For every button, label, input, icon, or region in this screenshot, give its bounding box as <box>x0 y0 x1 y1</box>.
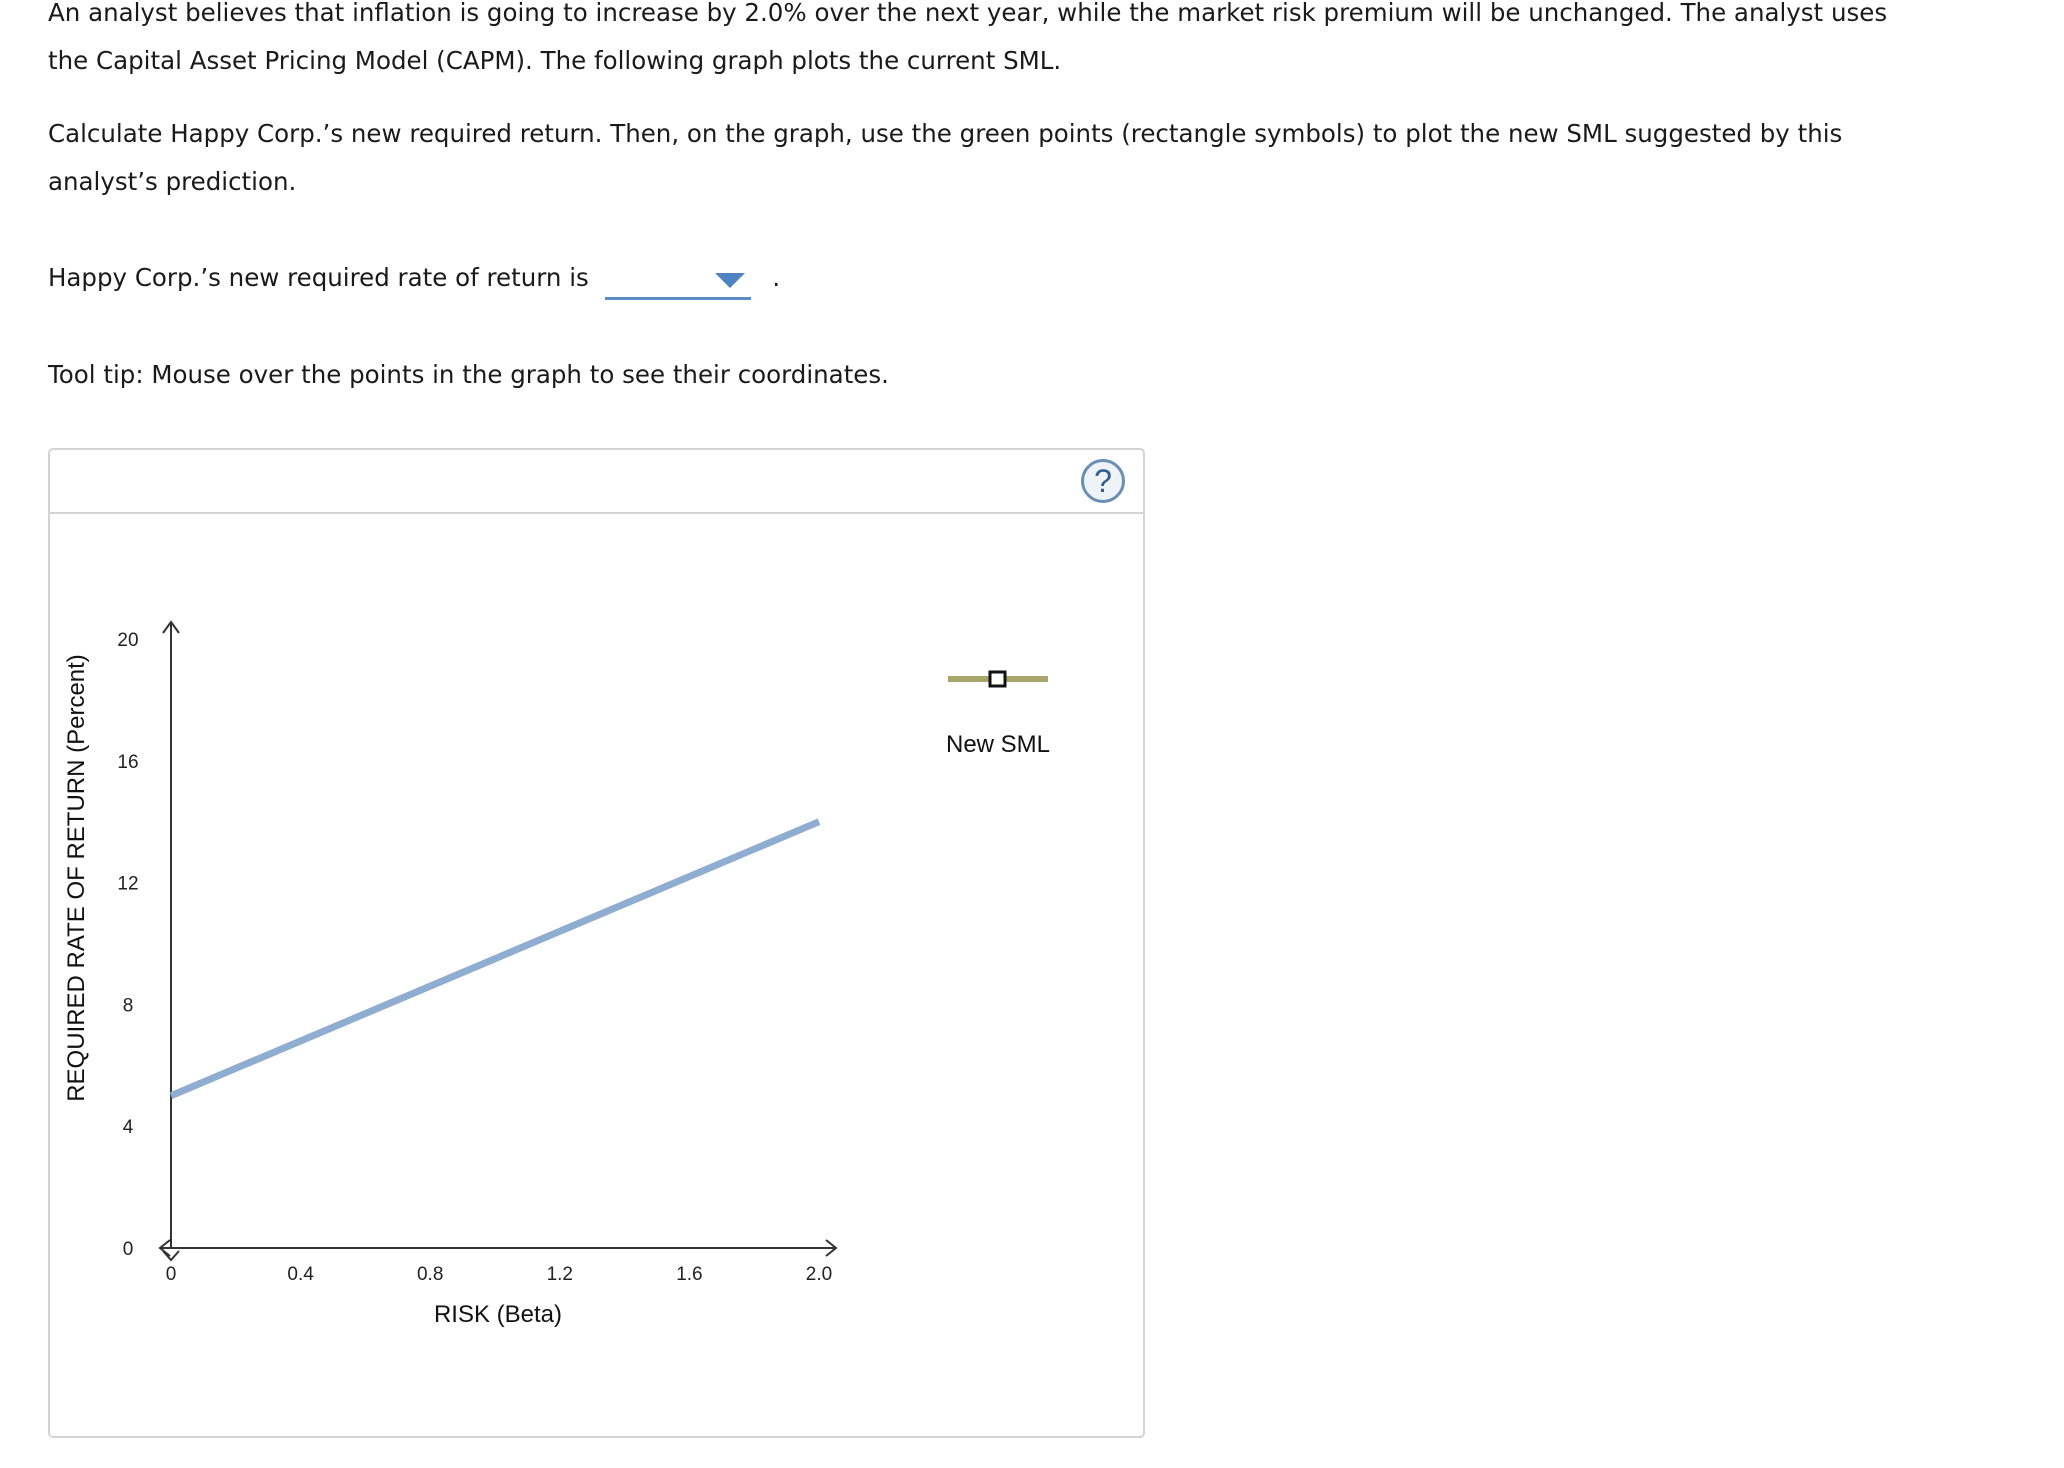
axes <box>160 622 836 1260</box>
x-tick-label: 1.2 <box>546 1264 574 1285</box>
y-tick-label: 4 <box>122 1117 134 1139</box>
chevron-down-icon[interactable] <box>715 273 745 288</box>
answer-line <box>48 254 780 302</box>
y-tick-label: 20 <box>117 630 139 651</box>
x-tick-label: 0.4 <box>287 1264 314 1285</box>
y-axis-title: REQUIRED RATE OF RETURN (Percent) <box>63 654 90 1102</box>
y-tick-label: 0 <box>122 1239 134 1260</box>
question-paragraph-intro: An analyst believes that inflation is going to increase by 2.0% over the next year, while the market risk premium will be unchanged. The analyst uses the Capital Asset Pricing Model (CAPM). The following graph plots the current SML. <box>48 0 1888 75</box>
x-tick-label: 2.0 <box>805 1264 833 1285</box>
sml-chart <box>50 450 1147 1440</box>
question-paragraph-instructions: Calculate Happy Corp.’s new required return. Then, on the graph, use the green points (rectangle symbols) to plot the new SML suggested by this analyst’s prediction. <box>48 119 1843 196</box>
help-icon[interactable]: ? <box>1081 459 1125 503</box>
legend-new-sml-rectangle-point[interactable] <box>990 672 1005 686</box>
x-axis-title: RISK (Beta) <box>433 1301 563 1328</box>
legend <box>946 672 1050 758</box>
answer-suffix: . <box>772 263 781 292</box>
graph-panel <box>48 448 1145 1438</box>
required-return-dropdown[interactable] <box>605 259 751 300</box>
y-tick-label: 12 <box>117 873 139 895</box>
y-axis-down-arrow <box>163 1251 179 1260</box>
y-axis-ticks <box>117 630 138 1260</box>
y-tick-label: 16 <box>117 751 139 773</box>
tooltip-hint: Tool tip: Mouse over the points in the graph to see their coordinates. <box>48 360 889 389</box>
legend-new-sml-label: New SML <box>945 731 1051 758</box>
answer-prompt: Happy Corp.’s new required rate of return is <box>48 263 589 292</box>
x-tick-label: 1.6 <box>676 1264 703 1285</box>
x-axis-ticks <box>166 1264 833 1285</box>
x-tick-label: 0.8 <box>416 1264 444 1285</box>
x-tick-label: 0 <box>165 1264 177 1285</box>
chart-series <box>171 822 819 1096</box>
current-sml-line <box>171 822 819 1096</box>
y-tick-label: 8 <box>122 995 134 1017</box>
